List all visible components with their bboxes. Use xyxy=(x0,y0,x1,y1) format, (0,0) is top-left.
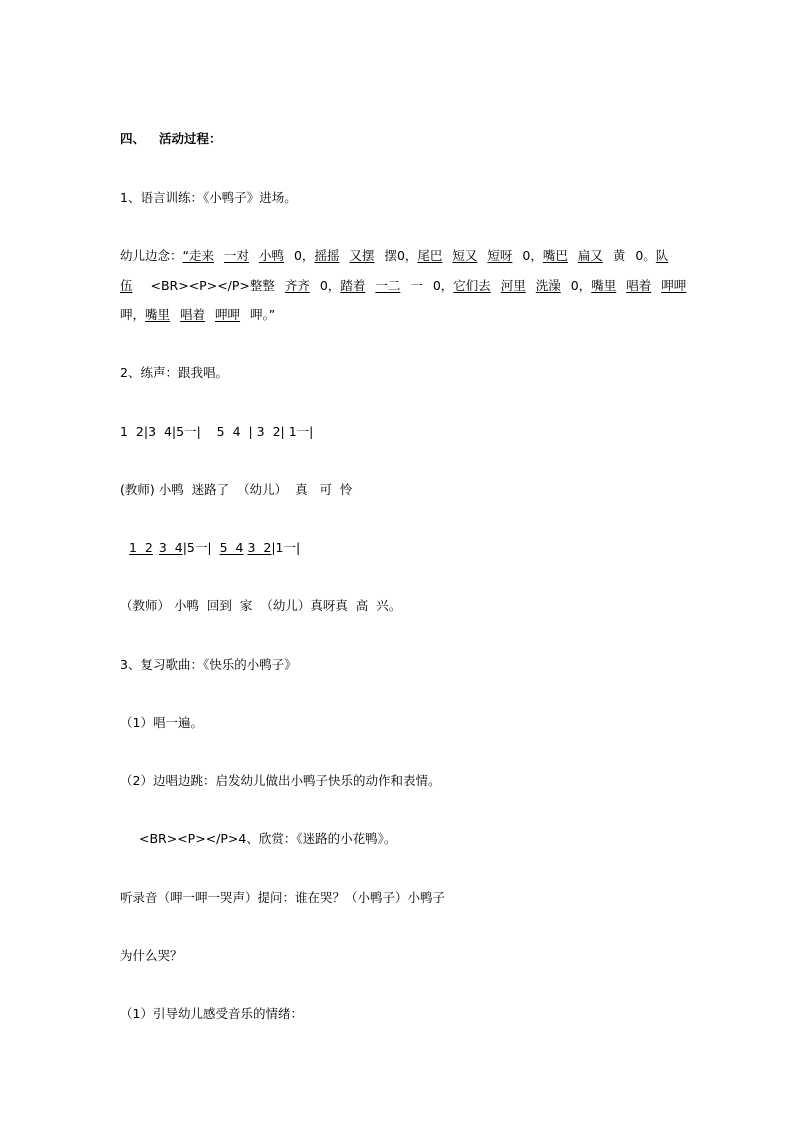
note-group: |5一| xyxy=(182,540,212,555)
note-group: |1一| xyxy=(271,540,301,555)
chant-token: 小鸭 xyxy=(258,248,284,263)
chant-token: 0， xyxy=(293,248,315,263)
section4-item-1: （1）引导幼儿感受音乐的情绪： xyxy=(120,1006,303,1021)
heading-number: 四、 xyxy=(120,131,146,146)
chant-token: 呷。” xyxy=(250,307,276,322)
chant-token: 0， xyxy=(432,278,454,293)
chant-token: 一 xyxy=(410,278,423,293)
chant-token: 河里 xyxy=(500,278,526,293)
chant-token: 呷呷 xyxy=(661,278,687,293)
section1-title: 1、语言训练：《小鸭子》进场。 xyxy=(120,190,297,205)
chant-token: 嘴里 xyxy=(145,307,171,322)
chant-token: 摇摇 xyxy=(314,248,340,263)
section4-line-1: 听录音（呷一呷一哭声）提问：谁在哭？（小鸭子）小鸭子 xyxy=(120,890,446,905)
lyrics-line-2: （教师） 小鸭 回到 家 （幼儿）真呀真 高 兴。 xyxy=(120,598,402,613)
note-group: 3 4 xyxy=(158,540,183,555)
chant-token: 队 xyxy=(655,248,669,263)
section4-title: <BR><P></P>4、欣赏：《迷路的小花鸭》。 xyxy=(139,831,397,846)
chant-token: 黄 xyxy=(612,248,626,263)
section-heading xyxy=(120,131,222,147)
chant-token: 伍 xyxy=(120,278,133,293)
section3-item-2: （2）边唱边跳：启发幼儿做出小鸭子快乐的动作和表情。 xyxy=(120,773,441,788)
chant-token: 呷呷 xyxy=(215,307,241,322)
chant-token: 齐齐 xyxy=(284,278,310,293)
chant-token: 短又 xyxy=(452,248,478,263)
chant-prefix: 幼儿边念： xyxy=(120,248,183,263)
chant-token: 0， xyxy=(319,278,341,293)
note-group: 5 4 xyxy=(219,540,244,555)
section2-title: 2、练声：跟我唱。 xyxy=(120,365,228,380)
chant-token: 嘴巴 xyxy=(542,248,568,263)
chant-token: 它们去 xyxy=(453,278,491,293)
lyrics-line-1: (教师) 小鸭 迷路了 （幼儿） 真 可 怜 xyxy=(120,482,353,497)
chant-token: 又摆 xyxy=(349,248,375,263)
chant-token: 摆0， xyxy=(384,248,418,263)
chant-token: 短呀 xyxy=(487,248,513,263)
chant-token: 洗澡 xyxy=(535,278,561,293)
chant-token: “走来 xyxy=(182,248,214,263)
chant-token: 扁又 xyxy=(577,248,603,263)
chant-token: <BR><P></P>整整 xyxy=(150,278,275,293)
notation-line-2 xyxy=(129,540,300,556)
chant-token: 唱着 xyxy=(180,307,206,322)
section3-title: 3、复习歌曲：《快乐的小鸭子》 xyxy=(120,657,297,672)
chant-token: 尾巴 xyxy=(417,248,443,263)
chant-line-3 xyxy=(120,307,275,323)
chant-token: 唱着 xyxy=(626,278,652,293)
note-group: 3 2 xyxy=(247,540,272,555)
chant-token: 0。 xyxy=(635,248,656,263)
section3-item-1: （1）唱一遍。 xyxy=(120,715,203,730)
chant-token: 0， xyxy=(570,278,592,293)
chant-token: 0， xyxy=(522,248,543,263)
chant-token: 一对 xyxy=(223,248,249,263)
note-group: 1 2 xyxy=(129,540,153,555)
heading-title: 活动过程： xyxy=(159,131,222,146)
chant-line-2 xyxy=(120,278,686,294)
section4-line-2: 为什么哭？ xyxy=(120,948,183,963)
chant-token: 一二 xyxy=(375,278,401,293)
chant-token: 踏着 xyxy=(340,278,366,293)
chant-token: 嘴里 xyxy=(591,278,617,293)
notation-line-1: 1 2|3 4|5一| 5 4 | 3 2| 1一| xyxy=(120,424,314,439)
chant-line-1 xyxy=(120,248,668,264)
chant-token: 呷， xyxy=(120,307,146,322)
